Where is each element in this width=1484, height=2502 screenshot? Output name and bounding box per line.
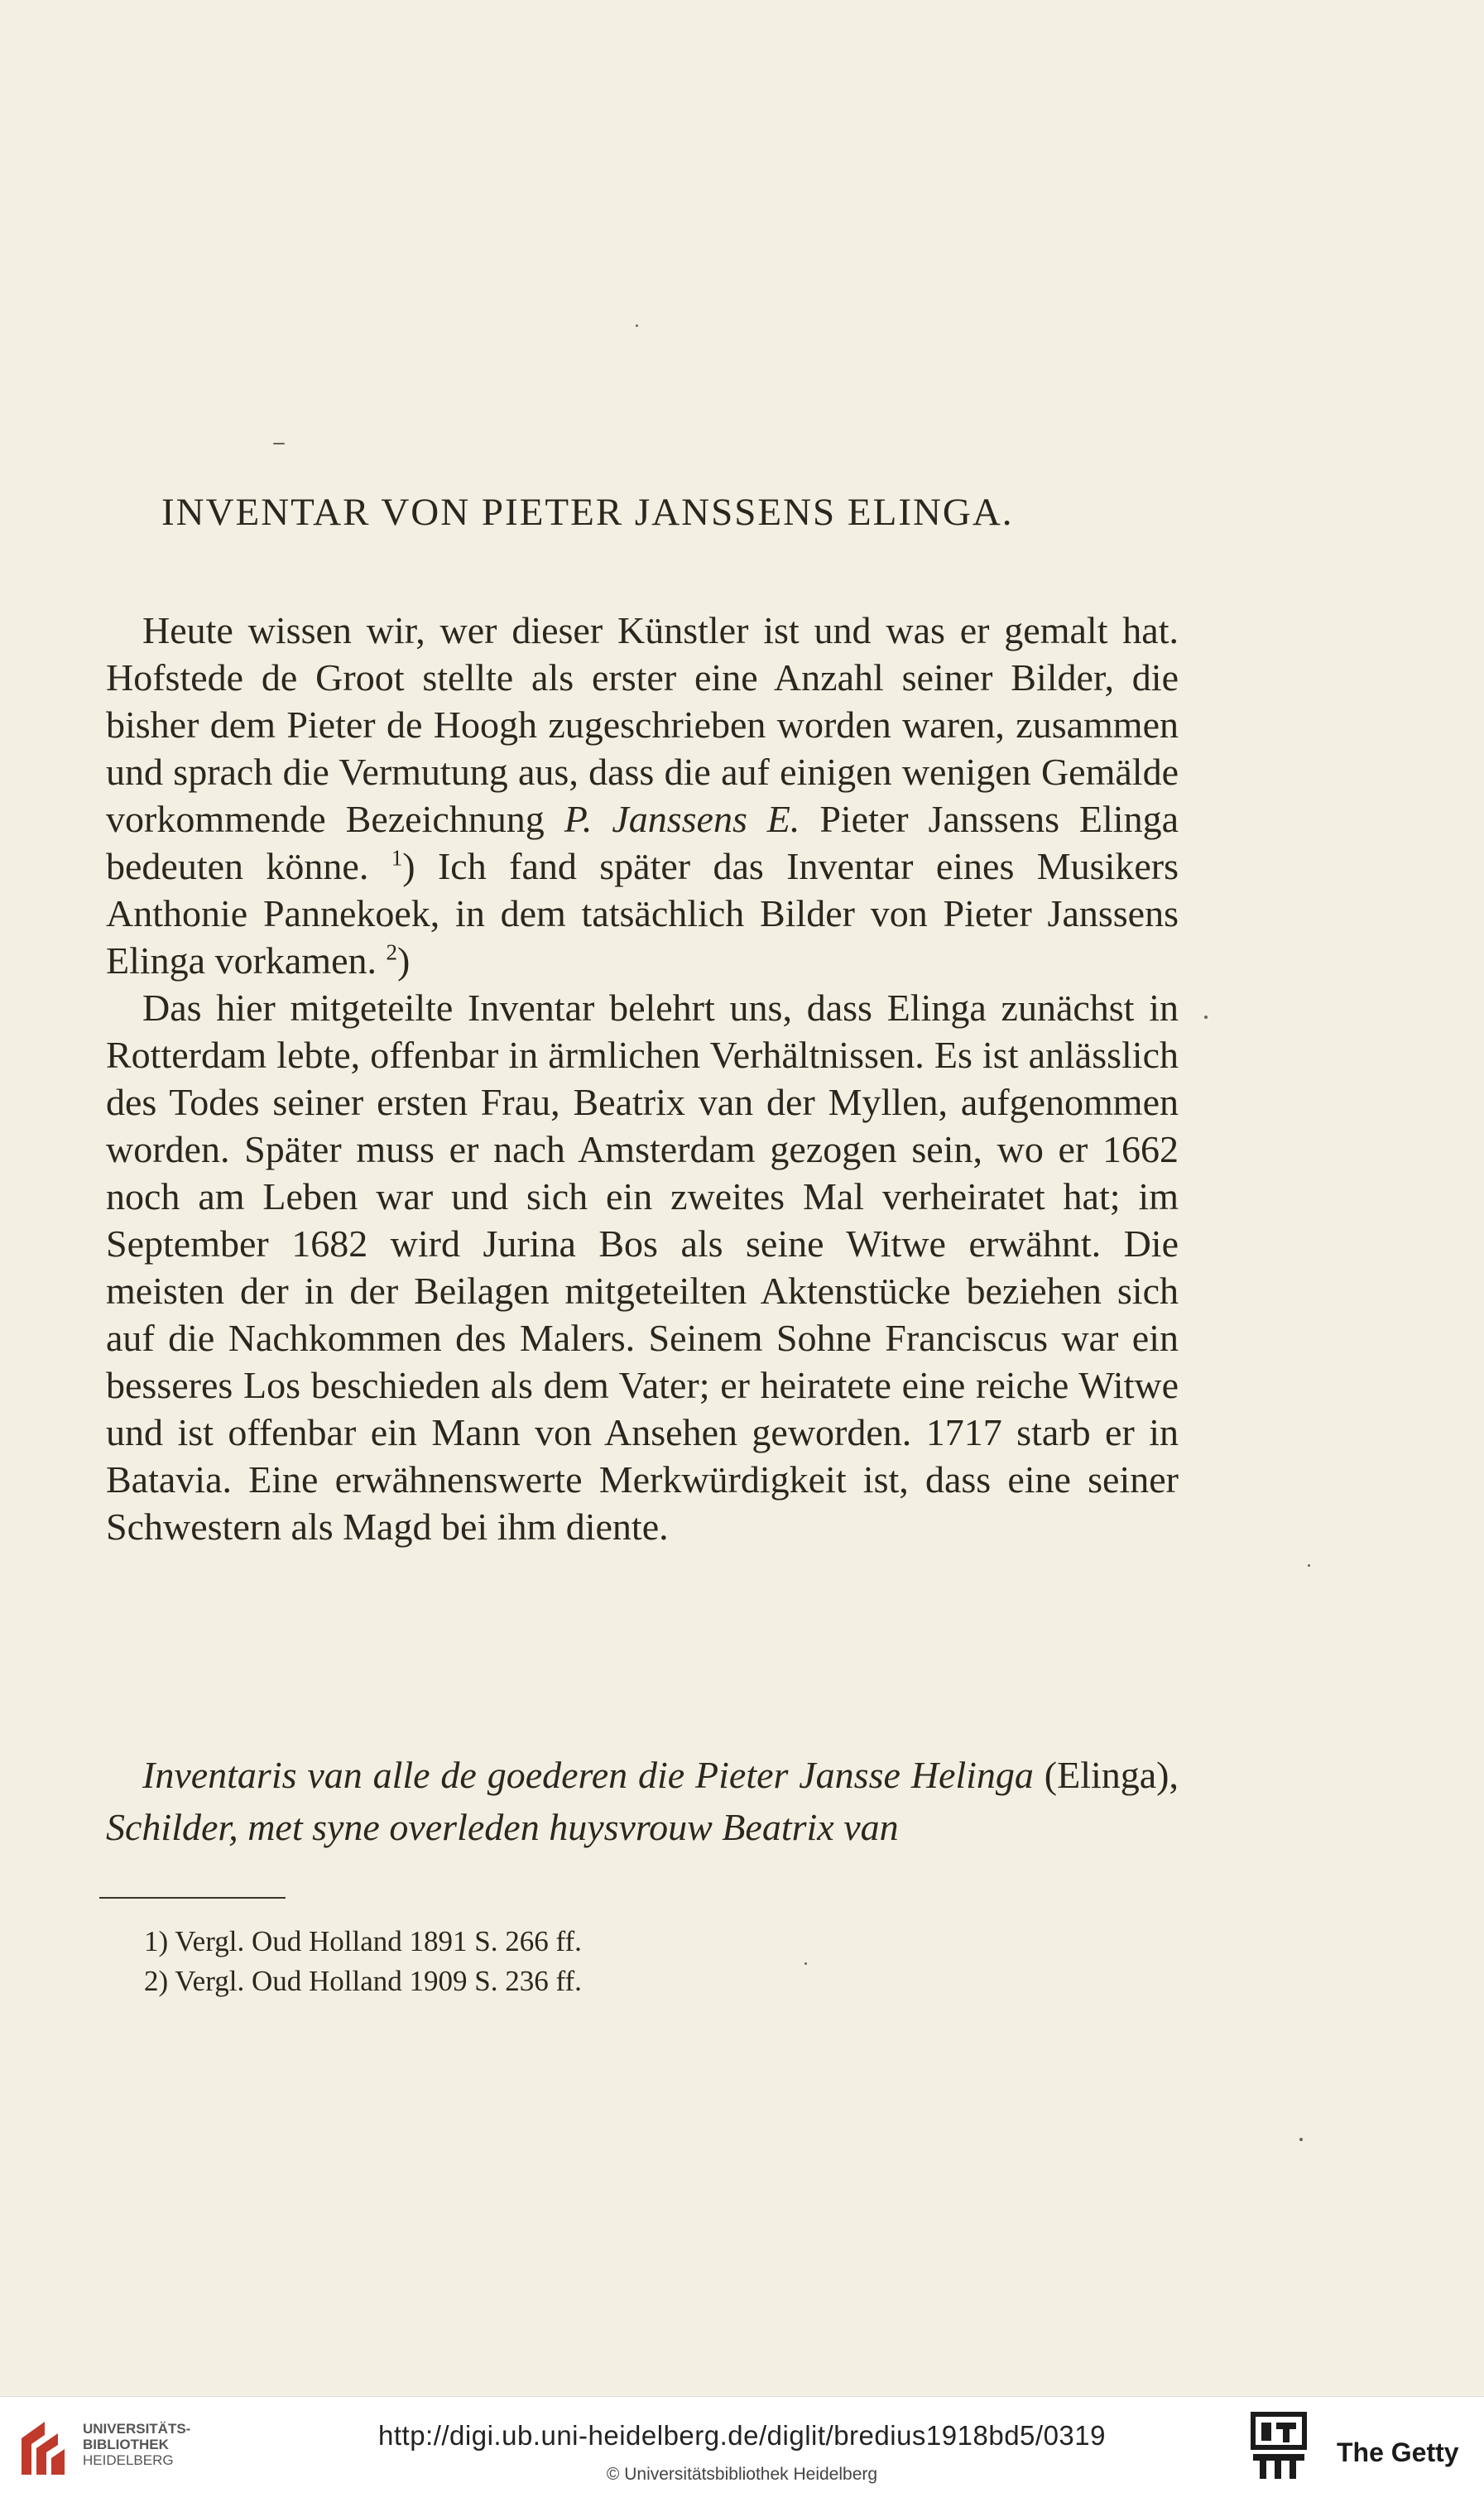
- getty-logo-icon: [1250, 2411, 1308, 2480]
- library-name-line-3: HEIDELBERG: [83, 2452, 174, 2468]
- footnote-divider: [99, 1897, 286, 1899]
- body-text: [106, 607, 1179, 1550]
- scan-speck: [636, 324, 638, 327]
- paragraph-2: Das hier mitgeteilte Inventar belehrt uns, dass Elinga zunächst in Rotterdam lebte, offenbar in ärmlichen Verhältnissen. Es ist anlässlich des Todes seiner ersten Frau, Beatrix van der Myllen, aufgenommen worden. Später muss er nach Amsterdam gezogen sein, wo er 1662 noch am Leben war und sich ein zweites Mal verheiratet hat; im September 1682 wird Jurina Bos als seine Witwe erwähnt. Die meisten der in der Beilagen mitgeteilten Aktenstücke beziehen sich auf die Nachkommen des Malers. Seinem Sohne Franciscus war ein besseres Los beschieden als dem Vater; er heiratete eine reiche Witwe und ist offenbar ein Mann von Ansehen geworden. 1717 starb er in Batavia. Eine erwähnenswerte Merkwürdigkeit ist, dass eine seiner Schwestern als Magd bei ihm diente.: [106, 987, 1179, 1548]
- scan-speck: [804, 1962, 807, 1965]
- footnote-marker-1: 1: [391, 845, 403, 871]
- inventaris-heading: [106, 1749, 1179, 1853]
- paragraph-1-signature: P. Janssens E.: [564, 798, 800, 840]
- footnote-2: 2) Vergl. Oud Holland 1909 S. 236 ff.: [144, 1965, 582, 1997]
- footnote-marker-2: 2: [386, 939, 398, 965]
- inventaris-italic-1: Inventaris van alle de goederen die Pieter Jansse Helinga: [142, 1754, 1034, 1796]
- paragraph-1-text-d: ): [397, 939, 411, 982]
- paragraph-1-text-a: Heute wissen wir, wer dieser Künstler ist und was er gemalt hat. Hofstede de Groot stellte als erster eine Anzahl seiner Bilder, die bisher dem Pieter de Hoogh zugeschrieben worden waren, zusammen und sprach die Vermutung aus, dass die auf einigen wenigen Gemälde vorkommende Bezeichnung: [106, 609, 1179, 840]
- library-name-line-1: UNIVERSITÄTS-: [83, 2421, 191, 2437]
- library-name-line-2: BIBLIOTHEK: [83, 2437, 169, 2452]
- copyright-notice: © Universitätsbibliothek Heidelberg: [606, 2465, 878, 2484]
- page-title: INVENTAR VON PIETER JANSSENS ELINGA.: [161, 491, 1014, 534]
- footnote-1: 1) Vergl. Oud Holland 1891 S. 266 ff.: [144, 1925, 582, 1957]
- inventaris-plain: (Elinga),: [1033, 1754, 1179, 1796]
- paragraph-1-text-b: Pieter Janssens Elinga bedeuten könne.: [106, 798, 1179, 887]
- paragraph-1: [106, 607, 1179, 984]
- getty-label: The Getty: [1337, 2437, 1459, 2467]
- paragraph-1-text-c: ) Ich fand später das Inventar eines Musikers Anthonie Pannekoek, in dem tatsächlich Bilder von Pieter Janssens Elinga vorkamen.: [106, 845, 1179, 982]
- scan-speck: [1204, 1016, 1208, 1019]
- scan-speck: [273, 443, 285, 444]
- inventaris-italic-2: Schilder, met syne overleden huysvrouw Beatrix van: [106, 1806, 899, 1848]
- scan-speck: [1308, 1564, 1310, 1567]
- permalink-url[interactable]: http://digi.ub.uni-heidelberg.de/diglit/bredius1918bd5/0319: [378, 2420, 1106, 2451]
- footnotes: [144, 1922, 582, 2001]
- scan-speck: [1299, 2138, 1303, 2141]
